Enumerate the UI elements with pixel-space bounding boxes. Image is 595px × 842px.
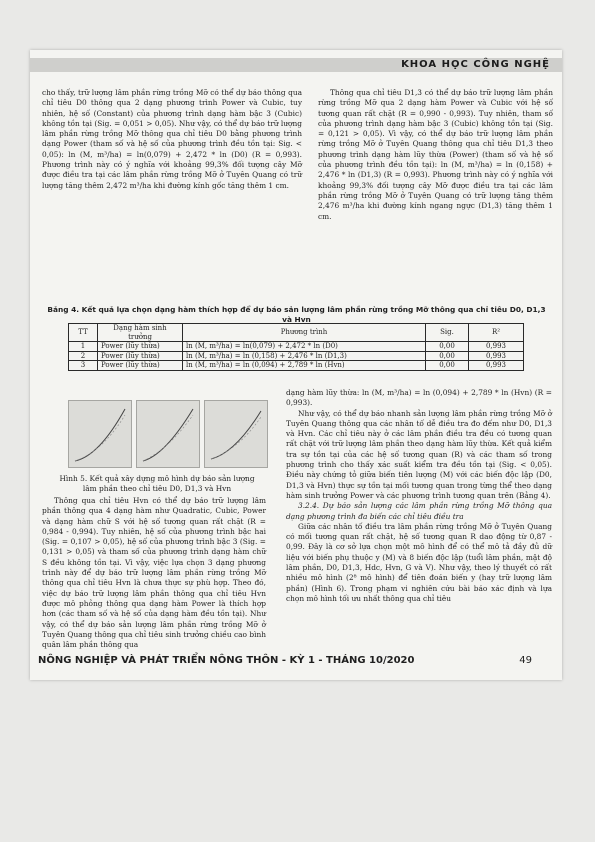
paragraph: Thông qua chỉ tiêu Hvn có thể dự báo trữ lượng lâm phần thông qua 4 dạng hàm như Quadratic, Cubic, Power và dạng hàm chữ S với hệ số tương quan rất chặt (R = 0,984 - 0,994). Tuy nhiên, hệ số của phương trình bậc hai (Sig. = 0,107 > 0,05), hệ số của phương trình bậc 3 (Sig. = 0,131 > 0,05) và tham số của phương trình dạng hàm chữ S đều không tồn tại. Vì vậy, việc lựa chọn 3 dạng phương trình này để dự báo trữ lượng lâm phần rừng trồng Mỡ thông qua chỉ tiêu Hvn là chưa thực sự phù hợp. Theo đó, việc dự báo trữ lượng lâm phần thông qua chỉ tiêu Hvn được mô phỏng thông qua dạng hàm Power là thích hợp hơn (các tham số và hệ số của dạng hàm đều tồn tại). Như vậy, có thể dự báo sản lượng lâm phần rừng trồng Mỡ ở Tuyên Quang thông qua chỉ tiêu sinh trưởng chiều cao bình quân lâm phần thông qua [42, 496, 266, 650]
table-cell: Power (lũy thừa) [98, 361, 183, 371]
scatter-plot-graphic [137, 401, 199, 467]
table-header-cell: R² [469, 324, 524, 342]
scatter-plot-image [204, 400, 268, 468]
table-cell: 0,993 [469, 342, 524, 352]
table-cell: Power (lũy thừa) [98, 342, 183, 352]
table-cell: 0,00 [426, 342, 469, 352]
table-cell: 1 [69, 342, 98, 352]
results-table [68, 323, 524, 371]
paragraph: Giữa các nhân tố điều tra lâm phần rừng trồng Mỡ ở Tuyên Quang có mối tương quan rất chặt, hệ số tương quan R dao động từ 0,87 - 0,99. Đây là cơ sở lựa chọn một mô hình để có thể mô tả đầy đủ dữ liệu với biến phụ thuộc y (M) và 8 biến độc lập (tuổi lâm phần, mật độ lâm phần, D0, D1,3, Hdc, Hvn, G và V). Như vậy, theo lý thuyết có rất nhiều mô hình (2⁸ mô hình) để tiên đoán biến y (hay trữ lượng lâm phần) (Hình 6). Trong phạm vi nghiên cứu bài báo xác định và lựa chọn mô hình tối ưu nhất thông qua chỉ tiêu [286, 521, 552, 603]
table-cell: 2 [69, 351, 98, 361]
table-cell: 3 [69, 361, 98, 371]
scatter-plot-image [68, 400, 132, 468]
table-cell: 0,00 [426, 361, 469, 371]
table-header-cell: TT [69, 324, 98, 342]
figure-5-plots [68, 400, 268, 468]
paragraph: Như vậy, có thể dự báo nhanh sản lượng lâm phần rừng trồng Mỡ ở Tuyên Quang thông qua các nhân tố dễ điều tra đo đếm như D0, D1,3 và Hvn. Các chỉ tiêu này ở các lâm phần điều tra đều có tương quan rất chặt với trữ lượng lâm phần theo dạng hàm lũy thừa. Kết quả kiểm tra sự tồn tại của các hệ số tương quan (R) và các tham số trong phương trình cho thấy xác suất kiểm tra đều tồn tại (Sig. < 0,05). Điều này chứng tỏ giữa biến tiên lượng (M) với các biến độc lập (D0, D1,3 và Hvn) thực sự tồn tại mối tương quan trong từng thể theo dạng hàm sinh trưởng Power và các phương trình tương quan trên (Bảng 4). [286, 408, 552, 500]
scatter-plot-graphic [205, 401, 267, 467]
table-header-cell: Dạng hàm sinh trưởng [98, 324, 183, 342]
column-left-top [42, 88, 302, 191]
subsection-heading: 3.2.4. Dự báo sản lượng các lâm phần rừng trồng Mỡ thông qua dạng phương trình đa biến các chỉ tiêu điều tra [286, 501, 552, 521]
table-cell: 0,993 [469, 351, 524, 361]
table-cell: 0,993 [469, 361, 524, 371]
section-header-bar [30, 58, 562, 72]
table-cell: Power (lũy thừa) [98, 351, 183, 361]
scatter-plot-graphic [69, 401, 131, 467]
column-left-bottom [42, 496, 266, 650]
table-cell: ln (M, m³/ha) = ln(0,079) + 2,472 * ln (D0) [183, 342, 426, 352]
section-title: KHOA HỌC CÔNG NGHỆ [401, 59, 550, 70]
table-header-row [69, 324, 524, 342]
paragraph: Thông qua chỉ tiêu D1,3 có thể dự báo trữ lượng lâm phần rừng trồng Mỡ qua 2 dạng hàm Power và Cubic với hệ số tương quan rất chặt (R = 0,990 - 0,993). Tuy nhiên, tham số của phương trình dạng hàm bậc 3 (Cubic) không tồn tại (Sig. = 0,121 > 0,05). Vì vậy, có thể dự báo trữ lượng lâm phần rừng trồng Mỡ ở Tuyên Quang thông qua chỉ tiêu D1,3 theo phương trình dạng hàm lũy thừa (Power) (tham số và hệ số của phương trình đều tồn tại): ln (M, m³/ha) = ln (0,158) + 2,476 * ln (D1,3) (R = 0,993). Phương trình này có ý nghĩa với khoảng 99,3% đối tượng cây Mỡ được điều tra tại các lâm phần rừng trồng Mỡ ở Tuyên Quang có trữ lượng tăng thêm 2,476 m³/ha khi đường kính ngang ngực (D1,3) tăng thêm 1 cm. [318, 88, 553, 221]
journal-page [30, 50, 562, 680]
page-footer [30, 652, 562, 670]
table-row [69, 361, 524, 371]
page-number: 49 [519, 655, 532, 666]
table-caption: Bảng 4. Kết quả lựa chọn dạng hàm thích hợp để dự báo sản lượng lâm phần rừng trồng Mỡ thông qua chỉ tiêu D0, D1,3 và Hvn [47, 305, 546, 324]
figure-caption: Hình 5. Kết quả xây dựng mô hình dự báo sản lượng lâm phần theo chỉ tiêu D0, D1,3 và Hvn [59, 474, 255, 493]
column-right-top [318, 88, 553, 222]
paragraph: cho thấy, trữ lượng lâm phần rừng trồng Mỡ có thể dự báo thông qua chỉ tiêu D0 thông qua 2 dạng phương trình Power và Cubic, tuy nhiên, hệ số (Constant) của phương trình dạng hàm bậc 3 (Cubic) không tồn tại (Sig. = 0,051 > 0,05). Như vậy, có thể dự báo trữ lượng lâm phần rừng trồng Mỡ thông qua chỉ tiêu D0 bằng phương trình dạng Power (tham số và hệ số của phương trình đều tồn tại: Sig. < 0,05): ln (M, m³/ha) = ln(0,079) + 2,472 * ln (D0) (R = 0,993). Phương trình này có ý nghĩa với khoảng 99,3% đối tượng cây Mỡ được điều tra tại các lâm phần rừng trồng Mỡ ở Tuyên Quang có trữ lượng tăng thêm 2,472 m³/ha khi đường kính gốc tăng thêm 1 cm. [42, 88, 302, 190]
table-cell: 0,00 [426, 351, 469, 361]
table-header-cell: Sig. [426, 324, 469, 342]
column-right-bottom [286, 388, 552, 604]
table-row [69, 342, 524, 352]
paragraph: dạng hàm lũy thừa: ln (M, m³/ha) = ln (0,094) + 2,789 * ln (Hvn) (R = 0,993). [286, 388, 552, 408]
scatter-plot-image [136, 400, 200, 468]
table-cell: ln (M, m³/ha) = ln (0,158) + 2,476 * ln (D1,3) [183, 351, 426, 361]
table-header-cell: Phương trình [183, 324, 426, 342]
table-cell: ln (M, m³/ha) = ln (0,094) + 2,789 * ln (Hvn) [183, 361, 426, 371]
table-row [69, 351, 524, 361]
journal-name: NÔNG NGHIỆP VÀ PHÁT TRIỂN NÔNG THÔN - KỲ 1 - THÁNG 10/2020 [38, 655, 415, 666]
